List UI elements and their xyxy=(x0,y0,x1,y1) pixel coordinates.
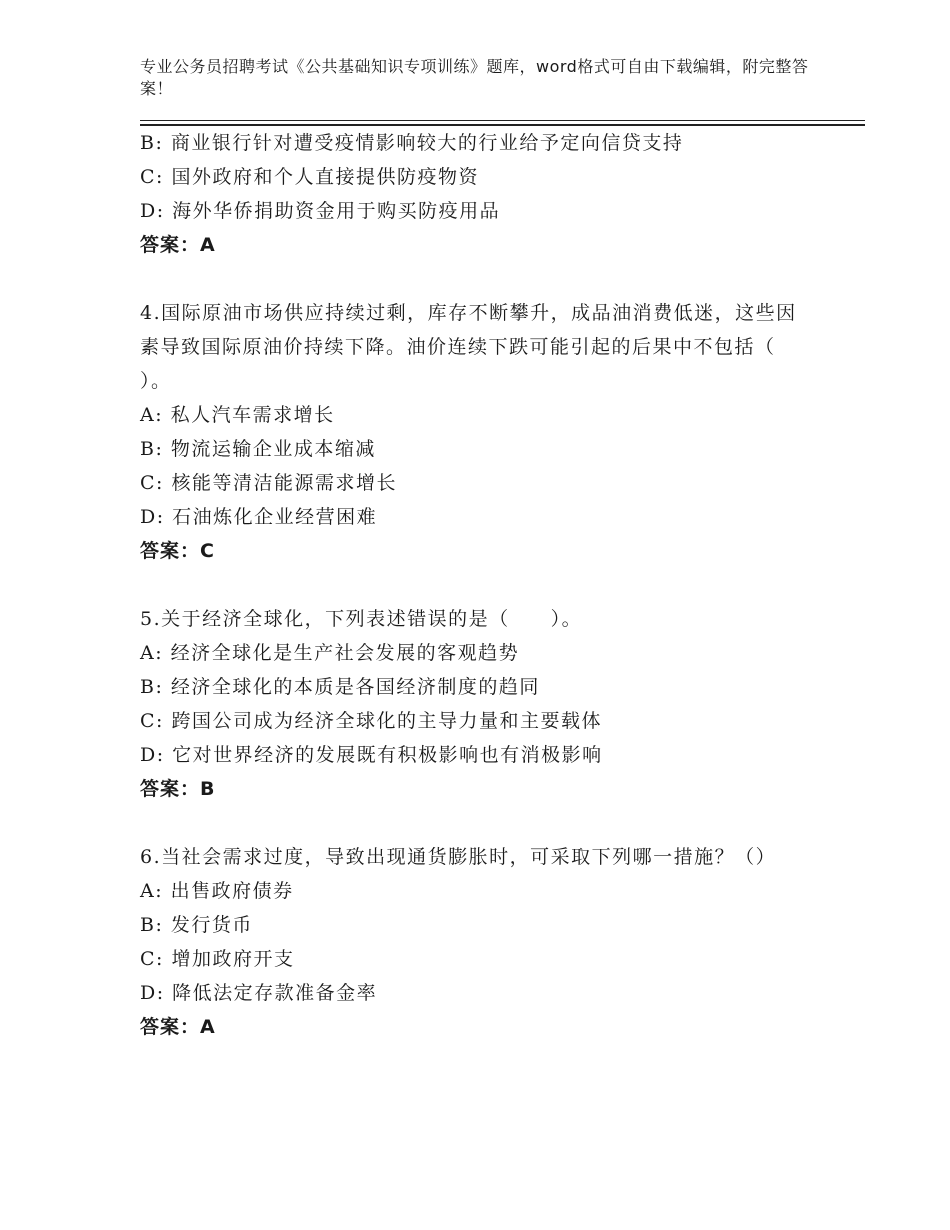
answer-label: 答案：A xyxy=(140,1016,216,1038)
answer-label: 答案：C xyxy=(140,540,215,562)
option-b: B: 经济全球化的本质是各国经济制度的趋同 xyxy=(140,676,540,698)
option-b: B: 商业银行针对遭受疫情影响较大的行业给予定向信贷支持 xyxy=(140,132,684,154)
spacer xyxy=(140,262,800,296)
question-block-partial xyxy=(140,126,800,262)
spacer xyxy=(140,568,800,602)
option-c: C: 国外政府和个人直接提供防疫物资 xyxy=(140,166,479,188)
option-c: C: 跨国公司成为经济全球化的主导力量和主要载体 xyxy=(140,710,602,732)
document-header: 专业公务员招聘考试《公共基础知识专项训练》题库，word格式可自由下载编辑，附完整答案！ xyxy=(140,57,809,98)
option-d: D: 石油炼化企业经营困难 xyxy=(140,506,378,528)
option-d: D: 它对世界经济的发展既有积极影响也有消极影响 xyxy=(140,744,603,766)
question-stem: 4.国际原油市场供应持续过剩，库存不断攀升，成品油消费低迷，这些因素导致国际原油价持续下降。油价连续下跌可能引起的后果中不包括（ ）。 xyxy=(140,302,817,392)
answer-label: 答案：A xyxy=(140,234,216,256)
question-block-4 xyxy=(140,296,817,568)
question-block-5 xyxy=(140,602,800,806)
question-stem: 5.关于经济全球化，下列表述错误的是（ ）。 xyxy=(140,608,583,630)
option-b: B: 物流运输企业成本缩减 xyxy=(140,438,376,460)
option-b: B: 发行货币 xyxy=(140,914,253,936)
question-block-6 xyxy=(140,840,800,1044)
option-a: A: 私人汽车需求增长 xyxy=(140,404,335,426)
option-d: D: 降低法定存款准备金率 xyxy=(140,982,378,1004)
option-c: C: 核能等清洁能源需求增长 xyxy=(140,472,397,494)
question-list xyxy=(140,126,817,1044)
answer-label: 答案：B xyxy=(140,778,216,800)
option-d: D: 海外华侨捐助资金用于购买防疫用品 xyxy=(140,200,501,222)
question-stem: 6.当社会需求过度，导致出现通货膨胀时，可采取下列哪一措施？（） xyxy=(140,846,777,868)
option-c: C: 增加政府开支 xyxy=(140,948,295,970)
option-a: A: 经济全球化是生产社会发展的客观趋势 xyxy=(140,642,520,664)
option-a: A: 出售政府债券 xyxy=(140,880,294,902)
header-rule-thin xyxy=(140,120,865,121)
spacer xyxy=(140,806,800,840)
